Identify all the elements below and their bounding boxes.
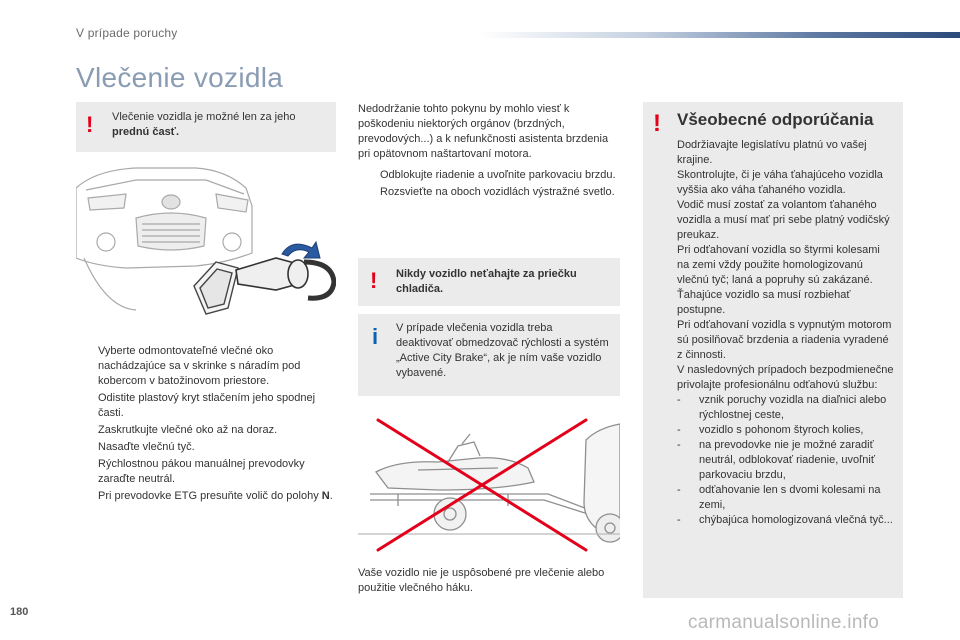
list-item: - na prevodovke nie je možné zaradiť neutrál, odblokovať riadenie, uvoľniť parkovaciu brzdu, — [677, 439, 875, 481]
warning-line-1: Vlečenie vozidla je možné len za jeho — [112, 111, 296, 123]
list-item: Pri prevodovke ETG presuňte volič do polohy N. — [98, 490, 333, 502]
recommendations-content — [677, 138, 895, 528]
towing-steps-list — [76, 344, 336, 506]
front-tow-warning-text — [112, 110, 328, 140]
warning-icon: ! — [370, 268, 378, 293]
header-gradient-bar — [480, 32, 960, 38]
front-tow-warning-box — [76, 102, 336, 152]
warning-icon: ! — [653, 110, 661, 137]
recommendation-paragraph: Pri odťahovaní vozidla so štyrmi kolesami na zemi vždy použite homologizovanú vlečnú tyč; laná a popruhy sú zakázané. — [677, 244, 880, 286]
list-item: Vyberte odmontovateľné vlečné oko nachádzajúce sa v skrinke s náradím pod kobercom v batožinovom priestore. — [98, 345, 301, 387]
damage-notice-text: Nedodržanie tohto pokynu by mohlo viesť k poškodeniu niektorých orgánov (brzdných, prevodových...) a k nefunkčnosti asistenta brzdenia pri opätovnom naštartovaní motora. — [358, 103, 609, 160]
list-item: Rozsvieťte na oboch vozidlách výstražné svetlo. — [380, 186, 615, 198]
list-item: - vozidlo s pohonom štyroch kolies, — [677, 424, 864, 436]
list-item: - vznik poruchy vozidla na diaľnici alebo rýchlostnej ceste, — [677, 394, 887, 421]
recommendations-title: Všeobecné odporúčania — [677, 110, 874, 129]
no-tow-hook-illustration — [358, 410, 620, 560]
towing-eye-illustration — [76, 158, 336, 318]
general-recommendations-box — [643, 102, 903, 598]
gear-position-n: N — [321, 490, 330, 502]
watermark: carmanualsonline.info — [688, 612, 880, 633]
warning-line-2: prednú časť. — [112, 126, 180, 138]
active-city-brake-info-box — [358, 314, 620, 396]
info-icon: i — [372, 324, 379, 349]
recommendation-paragraph: V nasledovných prípadoch bezpodmienečne privolajte profesionálnu odťahovú službu: — [677, 364, 894, 391]
section-header: V prípade poruchy — [76, 26, 178, 40]
warning-icon: ! — [86, 112, 94, 137]
radiator-warning-text: Nikdy vozidlo neťahajte za priečku chladiča. — [396, 268, 577, 295]
professional-towing-cases — [677, 393, 895, 528]
recommendation-paragraph: Pri odťahovaní vozidla s vypnutým motorom sú posilňovač brzdenia a riadenia vyradené z činnosti. — [677, 319, 892, 361]
page-title: Vlečenie vozidla — [76, 62, 284, 93]
list-item: - chýbajúca homologizovaná vlečná tyč... — [677, 514, 893, 526]
list-item: Nasaďte vlečnú tyč. — [98, 441, 195, 453]
recommendation-paragraph: Skontrolujte, či je váha ťahajúceho vozidla vyššia ako váha ťahaného vozidla. — [677, 169, 883, 196]
active-city-brake-info-text: V prípade vlečenia vozidla treba deaktivovať obmedzovač rýchlosti a systém „Active City Brake“, ak je ním vaše vozidlo vybavené. — [396, 322, 609, 379]
list-item: Odblokujte riadenie a uvoľnite parkovaciu brzdu. — [380, 169, 616, 181]
tow-hook-caption: Vaše vozidlo nie je uspôsobené pre vlečenie alebo použitie vlečného háku. — [358, 567, 605, 594]
preparation-steps-list — [358, 168, 620, 202]
list-item: Zaskrutkujte vlečné oko až na doraz. — [98, 424, 278, 436]
recommendation-paragraph: Ťahajúce vozidlo sa musí rozbiehať postupne. — [677, 289, 851, 316]
list-item: Rýchlostnou pákou manuálnej prevodovky zaraďte neutrál. — [98, 458, 305, 485]
radiator-warning-box — [358, 258, 620, 306]
page-number: 180 — [10, 606, 29, 618]
recommendation-paragraph: Vodič musí zostať za volantom ťahaného vozidla a musí mať pri sebe platný vodičský preukaz. — [677, 199, 890, 241]
list-item: - odťahovanie len s dvomi kolesami na zemi, — [677, 484, 881, 511]
list-item: Odistite plastový kryt stlačením jeho spodnej časti. — [98, 392, 316, 419]
recommendation-paragraph: Dodržiavajte legislatívu platnú vo vašej krajine. — [677, 139, 867, 166]
